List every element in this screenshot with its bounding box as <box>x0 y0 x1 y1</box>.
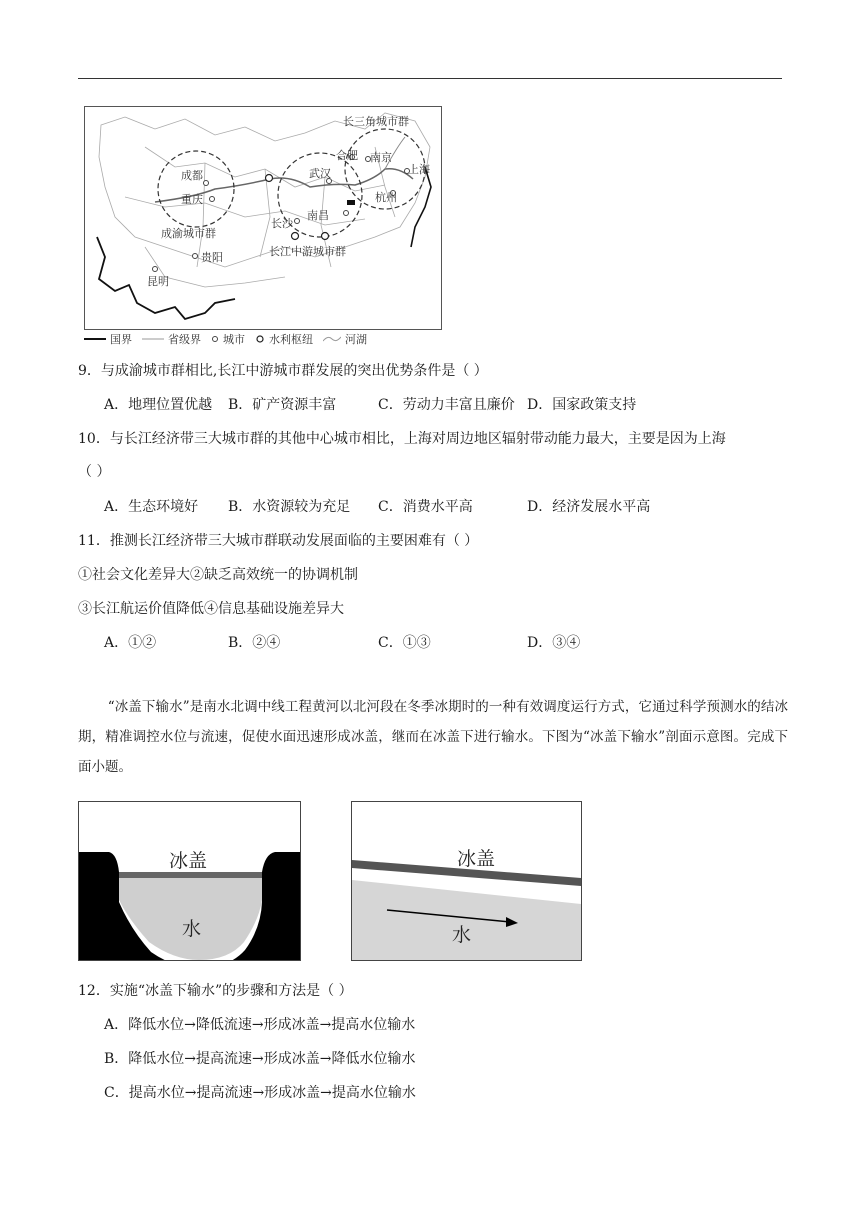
q9-option-a[interactable]: A．地理位置优越 <box>104 397 213 413</box>
q9-stem: 9．与成渝城市群相比,长江中游城市群发展的突出优势条件是（ ） <box>78 363 488 379</box>
map-legend <box>84 331 367 347</box>
legend-city <box>211 331 245 347</box>
q12-stem: 12．实施“冰盖下输水”的步骤和方法是（ ） <box>78 983 353 999</box>
q10-paren: （ ） <box>78 464 111 480</box>
q10-stem: 10．与长江经济带三大城市群的其他中心城市相比，上海对周边地区辐射带动能力最大，主要是因为上海 <box>78 431 726 447</box>
legend-city-label: 城市 <box>223 333 245 346</box>
q11-statement-line-2: ③长江航运价值降低④信息基础设施差异大 <box>78 601 344 617</box>
city-dot-icon <box>211 335 219 343</box>
map-label-nanchang: 南昌 <box>307 209 329 222</box>
q11-option-a[interactable]: A．①② <box>104 635 157 651</box>
legend-hydro <box>255 331 313 347</box>
legend-province <box>142 331 201 347</box>
q11-option-c[interactable]: C．①③ <box>378 635 431 651</box>
water-label-cross-section: 水 <box>182 918 202 940</box>
q11-statement-line-1: ①社会文化差异大②缺乏高效统一的协调机制 <box>78 567 358 583</box>
q10-option-d[interactable]: D．经济发展水平高 <box>527 499 651 515</box>
legend-hydro-label: 水利枢纽 <box>269 333 313 346</box>
ice-label-cross-section: 冰盖 <box>169 850 208 872</box>
river-icon <box>323 335 341 343</box>
map-label-hangzhou: 杭州 <box>375 191 397 204</box>
q12-option-b[interactable]: B．降低水位→提高流速→形成冰盖→降低水位输水 <box>104 1051 416 1067</box>
q11-option-b[interactable]: B．②④ <box>228 635 281 651</box>
map-label-chengdu: 成都 <box>181 169 203 182</box>
legend-border-label: 国界 <box>110 333 132 346</box>
passage-text: “冰盖下输水”是南水北调中线工程黄河以北河段在冬季冰期时的一种有效调度运行方式，它通过科学预测水的结冰期，精准调控水位与流速，促使水面迅速形成冰盖，继而在冰盖下进行输水。下图为“冰盖下输水”剖面示意图。完成下面小题。 <box>78 699 788 775</box>
map-label-changsha: 长沙 <box>271 217 293 230</box>
map-label-shanghai: 上海 <box>408 163 430 176</box>
province-line-icon <box>142 336 164 342</box>
q12-option-a[interactable]: A．降低水位→降低流速→形成冰盖→提高水位输水 <box>104 1017 416 1033</box>
ice-cover-cross-section <box>78 801 301 961</box>
border-line-icon <box>84 336 106 342</box>
q9-option-d[interactable]: D．国家政策支持 <box>527 397 637 413</box>
legend-border <box>84 331 132 347</box>
legend-province-label: 省级界 <box>168 333 201 346</box>
q10-option-b[interactable]: B．水资源较为充足 <box>228 499 351 515</box>
map-label-guiyang: 贵阳 <box>201 251 223 264</box>
q12-option-c[interactable]: C．提高水位→提高流速→形成冰盖→提高水位输水 <box>104 1085 416 1101</box>
hydro-icon <box>255 334 265 344</box>
q10-option-a[interactable]: A．生态环境好 <box>104 499 199 515</box>
q9-option-b[interactable]: B．矿产资源丰富 <box>228 397 337 413</box>
ice-label-longitudinal: 冰盖 <box>457 848 496 870</box>
map-drawing <box>85 107 441 329</box>
map-label-hefei: 合肥 <box>336 149 358 162</box>
water-label-longitudinal: 水 <box>452 924 472 946</box>
q11-option-d[interactable]: D．③④ <box>527 635 581 651</box>
map-label-kunming: 昆明 <box>147 275 169 288</box>
q11-stem: 11．推测长江经济带三大城市群联动发展面临的主要困难有（ ） <box>78 533 479 549</box>
yangtze-city-cluster-map <box>84 106 442 330</box>
map-label-wuhan: 武汉 <box>309 167 331 180</box>
header-rule <box>78 78 782 79</box>
q10-option-c[interactable]: C．消费水平高 <box>378 499 473 515</box>
legend-river <box>323 331 367 347</box>
ice-cover-longitudinal-section <box>351 801 582 961</box>
q9-option-c[interactable]: C．劳动力丰富且廉价 <box>378 397 515 413</box>
map-label-cjzy: 长江中游城市群 <box>269 245 346 258</box>
map-label-nanjing: 南京 <box>370 151 392 164</box>
map-label-chongqing: 重庆 <box>181 193 203 206</box>
map-label-chengyu: 成渝城市群 <box>161 227 216 240</box>
legend-river-label: 河湖 <box>345 333 367 346</box>
map-label-csj: 长三角城市群 <box>343 115 409 128</box>
